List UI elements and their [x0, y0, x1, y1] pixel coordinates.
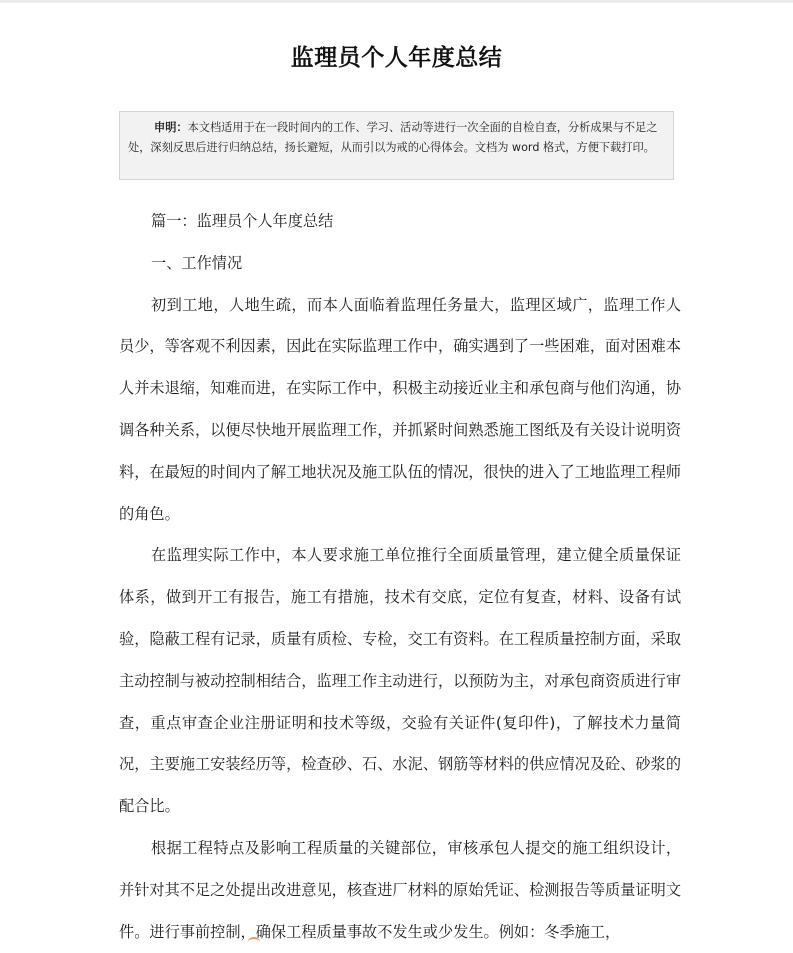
document-body: [119, 201, 681, 953]
disclaimer-text: 本文档适用于在一段时间内的工作、学习、活动等进行一次全面的自检自查，分析成果与不足之处，深刻反思后进行归纳总结，扬长避短，从而引以为戒的心得体会。文档为 word 格式，方便下载打印。: [128, 121, 658, 154]
body-paragraph: 根据工程特点及影响工程质量的关键部位，审核承包人提交的施工组织设计，并针对其不足之处提出改进意见，核查进厂材料的原始凭证、检测报告等质量证明文件。进行事前控制，确保工程质量事故不发生或少发生。例如：冬季施工，: [119, 838, 681, 941]
decorative-mark: [248, 937, 260, 947]
disclaimer-label: 申明：: [154, 121, 188, 134]
section-title: 篇一：监理员个人年度总结: [151, 212, 334, 230]
disclaimer-box: [119, 111, 674, 180]
subsection-title: 一、工作情况: [151, 253, 243, 272]
body-paragraph: 初到工地，人地生疏，而本人面临着监理任务量大，监理区域广，监理工作人员少，等客观不利因素，因此在实际监理工作中，确实遇到了一些困难，面对困难本人并未退缩，知难而进，在实际工作中，积极主动接近业主和承包商与他们沟通，协调各种关系，以便尽快地开展监理工作，并抓紧时间熟悉施工图纸及有关设计说明资料，在最短的时间内了解工地状况及施工队伍的情况，很快的进入了工地监理工程师的角色。: [119, 295, 681, 523]
top-divider: [0, 0, 793, 3]
document-title: 监理员个人年度总结: [290, 45, 503, 71]
body-paragraph: 在监理实际工作中，本人要求施工单位推行全面质量管理，建立健全质量保证体系，做到开工有报告，施工有措施，技术有交底，定位有复查，材料、设备有试验，隐蔽工程有记录，质量有质检、专检，交工有资料。在工程质量控制方面，采取主动控制与被动控制相结合，监理工作主动进行，以预防为主，对承包商资质进行审查，重点审查企业注册证明和技术等级，交验有关证件(复印件)，了解技术力量简况，主要施工安装经历等，检查砂、石、水泥、钢筋等材料的供应情况及砼、砂浆的配合比。: [119, 546, 681, 816]
